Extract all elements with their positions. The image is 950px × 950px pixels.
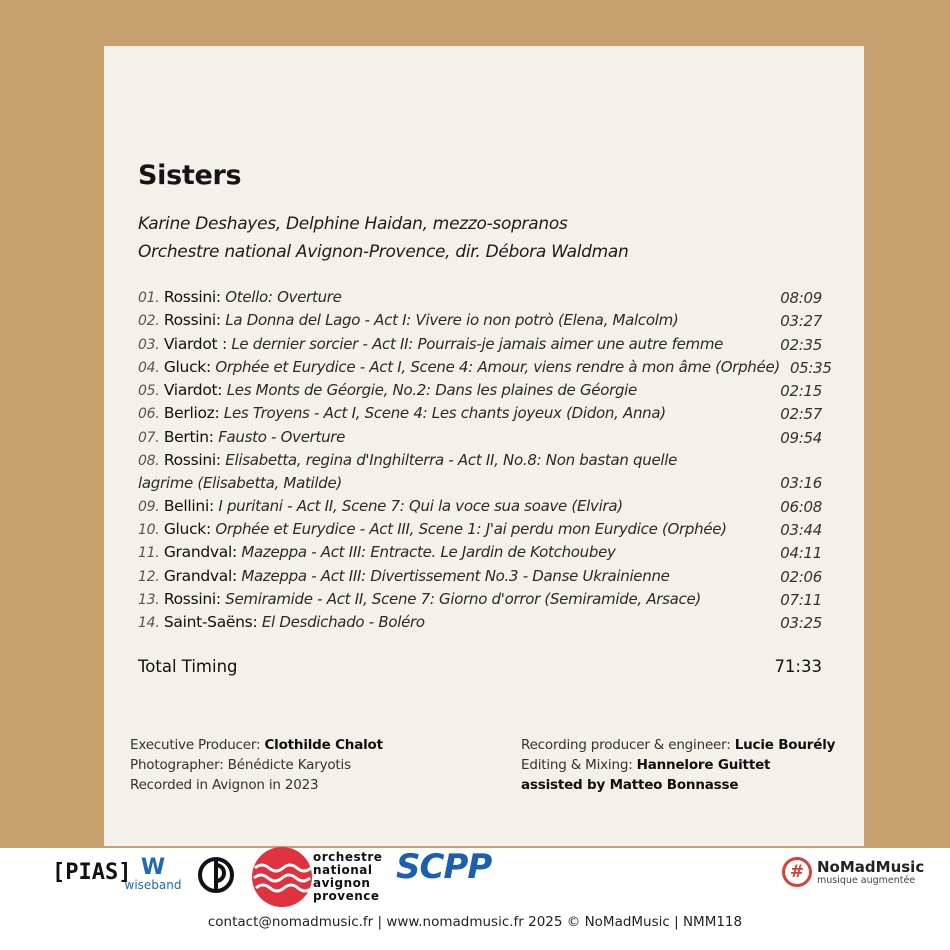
credit-line: Executive Producer: Clothilde Chalot: [130, 737, 383, 753]
track-duration: 05:35: [789, 358, 832, 377]
track-duration: 04:11: [780, 544, 822, 563]
track-number: 08.: [138, 453, 160, 470]
track-composer: Bellini:: [163, 496, 214, 515]
track-title: [138, 449, 728, 495]
track-title: [138, 379, 780, 402]
track-duration: 02:57: [780, 405, 822, 424]
track-work: Mazeppa - Act III: Divertissement No.3 - Danse Ukrainienne: [241, 566, 670, 585]
track-work: Fausto - Overture: [218, 427, 346, 446]
cnm-logo-icon: [196, 855, 236, 895]
track-title: [138, 356, 790, 379]
track-composer: Rossini:: [163, 589, 221, 608]
track-row: [138, 611, 822, 634]
credit-line: Recorded in Avignon in 2023: [130, 777, 319, 793]
track-duration: 03:27: [780, 312, 822, 331]
track-work: I puritani - Act II, Scene 7: Qui la voce sua soave (Elvira): [218, 496, 623, 515]
track-composer: Gluck:: [163, 519, 211, 538]
track-work: La Donna del Lago - Act I: Vivere io non potrò (Elena, Malcolm): [225, 311, 679, 330]
track-title: [138, 611, 780, 634]
wiseband-wordmark: wiseband: [124, 878, 182, 892]
track-number: 02.: [138, 313, 160, 330]
track-duration: 03:25: [780, 614, 822, 633]
track-duration: 07:11: [780, 590, 822, 609]
track-work: Orphée et Eurydice - Act I, Scene 4: Amour, viens rendre à mon âme (Orphée): [215, 357, 780, 376]
credit-line: Recording producer & engineer: Lucie Bourély: [521, 737, 836, 753]
nomadmusic-name: NoMadMusic: [817, 857, 925, 876]
track-title: [138, 588, 780, 611]
track-duration: 02:35: [780, 335, 822, 354]
track-title: [138, 426, 780, 449]
track-composer: Viardot :: [163, 334, 227, 353]
total-timing-label: Total Timing: [138, 657, 238, 676]
track-number: 09.: [138, 498, 160, 515]
track-number: 07.: [138, 429, 160, 446]
track-number: 12.: [138, 568, 160, 585]
track-work: Semiramide - Act II, Scene 7: Giorno d'orror (Semiramide, Arsace): [225, 589, 701, 608]
track-row: [138, 426, 822, 449]
track-title: [138, 286, 780, 309]
track-row: [138, 356, 832, 379]
track-composer: Grandval:: [163, 543, 237, 562]
track-row: [138, 518, 822, 541]
performers-orchestra: Orchestre national Avignon-Provence, dir. Débora Waldman: [138, 242, 629, 262]
track-work: Les Troyens - Act I, Scene 4: Les chants joyeux (Didon, Anna): [223, 404, 666, 423]
tracklist: [138, 286, 832, 634]
nomadmusic-hash-icon: #: [782, 857, 812, 887]
track-row: [138, 541, 822, 564]
track-composer: Viardot:: [163, 381, 223, 400]
track-row: [138, 402, 822, 425]
credits-left: [130, 735, 383, 795]
performers-soloists: Karine Deshayes, Delphine Haidan, mezzo-sopranos: [138, 214, 568, 234]
track-work: Elisabetta, regina d'Inghilterra - Act II, No.8: Non bastan quelle lagrime (Elisabetta, Matilde): [138, 451, 678, 493]
track-composer: Rossini:: [163, 288, 221, 306]
track-duration: 03:16: [780, 474, 822, 493]
track-number: 14.: [138, 615, 160, 632]
track-composer: Rossini:: [163, 451, 221, 470]
track-work: El Desdichado - Boléro: [261, 613, 425, 632]
wiseband-logo: [118, 855, 188, 892]
total-timing-value: 71:33: [774, 657, 822, 676]
track-row: [138, 309, 822, 332]
performers: [138, 210, 629, 266]
album-title: Sisters: [138, 160, 242, 191]
track-number: 10.: [138, 521, 160, 538]
track-work: Les Monts de Géorgie, No.2: Dans les plaines de Géorgie: [226, 381, 637, 400]
track-duration: 03:44: [780, 520, 822, 539]
track-number: 11.: [138, 545, 160, 562]
pias-logo: [PIAS]: [52, 860, 132, 885]
track-duration: 08:09: [780, 289, 822, 307]
track-row: [138, 286, 822, 309]
track-number: 03.: [138, 336, 160, 353]
track-composer: Saint-Saëns:: [163, 613, 258, 632]
track-row: [138, 495, 822, 518]
track-work: Otello: Overture: [225, 288, 342, 306]
track-title: [138, 518, 780, 541]
track-title: [138, 402, 780, 425]
track-number: 13.: [138, 591, 160, 608]
track-composer: Grandval:: [163, 566, 237, 585]
scpp-logo: SCPP: [396, 847, 492, 887]
track-title: [138, 495, 780, 518]
track-duration: 09:54: [780, 428, 822, 447]
track-row: [138, 333, 822, 356]
track-number: 04.: [138, 359, 160, 376]
track-title: [138, 333, 780, 356]
credits-right: [521, 735, 835, 795]
track-composer: Gluck:: [163, 357, 211, 376]
track-composer: Berlioz:: [163, 404, 220, 423]
track-work: Le dernier sorcier - Act II: Pourrais-je jamais aimer une autre femme: [231, 334, 724, 353]
track-title: [138, 565, 780, 588]
credit-line: Editing & Mixing: Hannelore Guittet: [521, 757, 771, 773]
track-number: 01.: [138, 290, 160, 306]
credit-line: assisted by Matteo Bonnasse: [521, 777, 739, 793]
track-number: 06.: [138, 406, 160, 423]
track-row: [138, 379, 822, 402]
track-work: Mazeppa - Act III: Entracte. Le Jardin de Kotchoubey: [241, 543, 616, 562]
total-timing: [138, 657, 822, 676]
track-work: Orphée et Eurydice - Act III, Scene 1: J'ai perdu mon Eurydice (Orphée): [215, 519, 727, 538]
orchestre-wordmark: orchestre national avignon provence: [313, 850, 383, 903]
track-row: [138, 449, 822, 495]
track-duration: 02:06: [780, 567, 822, 586]
nomadmusic-logo: [782, 857, 924, 887]
footer-contact: contact@nomadmusic.fr | www.nomadmusic.fr 2025 © NoMadMusic | NMM118: [207, 914, 743, 930]
track-title: [138, 309, 780, 332]
nomadmusic-tagline: musique augmentée: [817, 874, 916, 886]
track-duration: 06:08: [780, 497, 822, 516]
wiseband-icon: W: [140, 855, 166, 880]
track-row: [138, 588, 822, 611]
track-duration: 02:15: [780, 382, 822, 401]
track-composer: Bertin:: [163, 427, 214, 446]
track-row: [138, 565, 822, 588]
track-number: 05.: [138, 383, 160, 400]
credit-line: Photographer: Bénédicte Karyotis: [130, 757, 351, 773]
orchestre-wave-icon: [251, 846, 313, 908]
track-title: [138, 541, 780, 564]
track-composer: Rossini:: [163, 311, 221, 330]
